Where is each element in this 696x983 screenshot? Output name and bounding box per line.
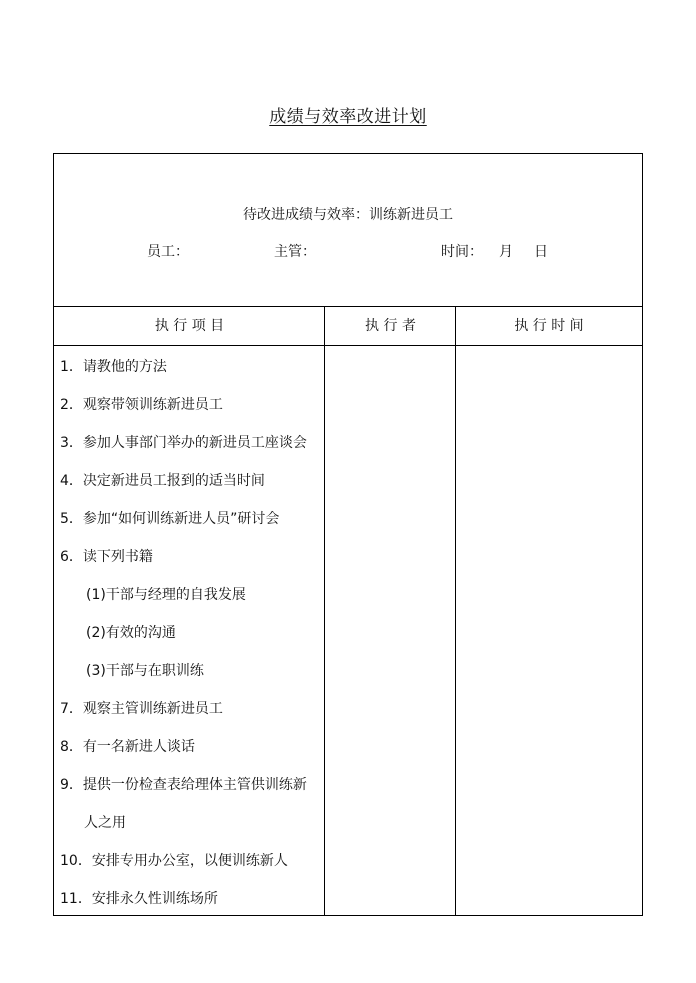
list-item: 5．参加“如何训练新进人员”研讨会 bbox=[60, 511, 280, 527]
time-label: 时间： bbox=[441, 244, 483, 260]
list-item: 11．安排永久性训练场所 bbox=[60, 891, 218, 907]
document-title: 成绩与效率改进计划 bbox=[269, 107, 427, 127]
list-item-continuation: 人之用 bbox=[84, 815, 126, 831]
list-item: 1．请教他的方法 bbox=[60, 359, 167, 375]
column-header-executor: 执 行 者 bbox=[325, 307, 456, 346]
list-subitem: (2)有效的沟通 bbox=[86, 625, 176, 641]
column-header-time: 执 行 时 间 bbox=[456, 307, 642, 346]
plan-table-frame bbox=[53, 153, 643, 916]
list-item: 9．提供一份检查表给理体主管供训练新 bbox=[60, 777, 307, 793]
column-header-items: 执 行 项 目 bbox=[54, 307, 325, 346]
list-item: 2．观察带领训练新进员工 bbox=[60, 397, 223, 413]
column-divider bbox=[455, 307, 456, 915]
column-divider bbox=[324, 307, 325, 915]
list-item: 8．有一名新进人谈话 bbox=[60, 739, 195, 755]
list-subitem: (3)干部与在职训练 bbox=[86, 663, 204, 679]
list-item: 6．读下列书籍 bbox=[60, 549, 153, 565]
supervisor-label: 主管： bbox=[274, 244, 316, 260]
plan-header-block bbox=[54, 154, 642, 307]
month-label: 月 bbox=[499, 244, 513, 260]
improvement-target: 待改进成绩与效率：训练新进员工 bbox=[243, 207, 453, 223]
list-item: 4．决定新进员工报到的适当时间 bbox=[60, 473, 265, 489]
list-subitem: (1)干部与经理的自我发展 bbox=[86, 587, 246, 603]
list-item: 7．观察主管训练新进员工 bbox=[60, 701, 223, 717]
day-label: 日 bbox=[534, 244, 548, 260]
list-item: 3．参加人事部门举办的新进员工座谈会 bbox=[60, 435, 307, 451]
list-item: 10．安排专用办公室，以便训练新人 bbox=[60, 853, 288, 869]
employee-label: 员工： bbox=[147, 244, 189, 260]
plan-table bbox=[54, 307, 642, 915]
